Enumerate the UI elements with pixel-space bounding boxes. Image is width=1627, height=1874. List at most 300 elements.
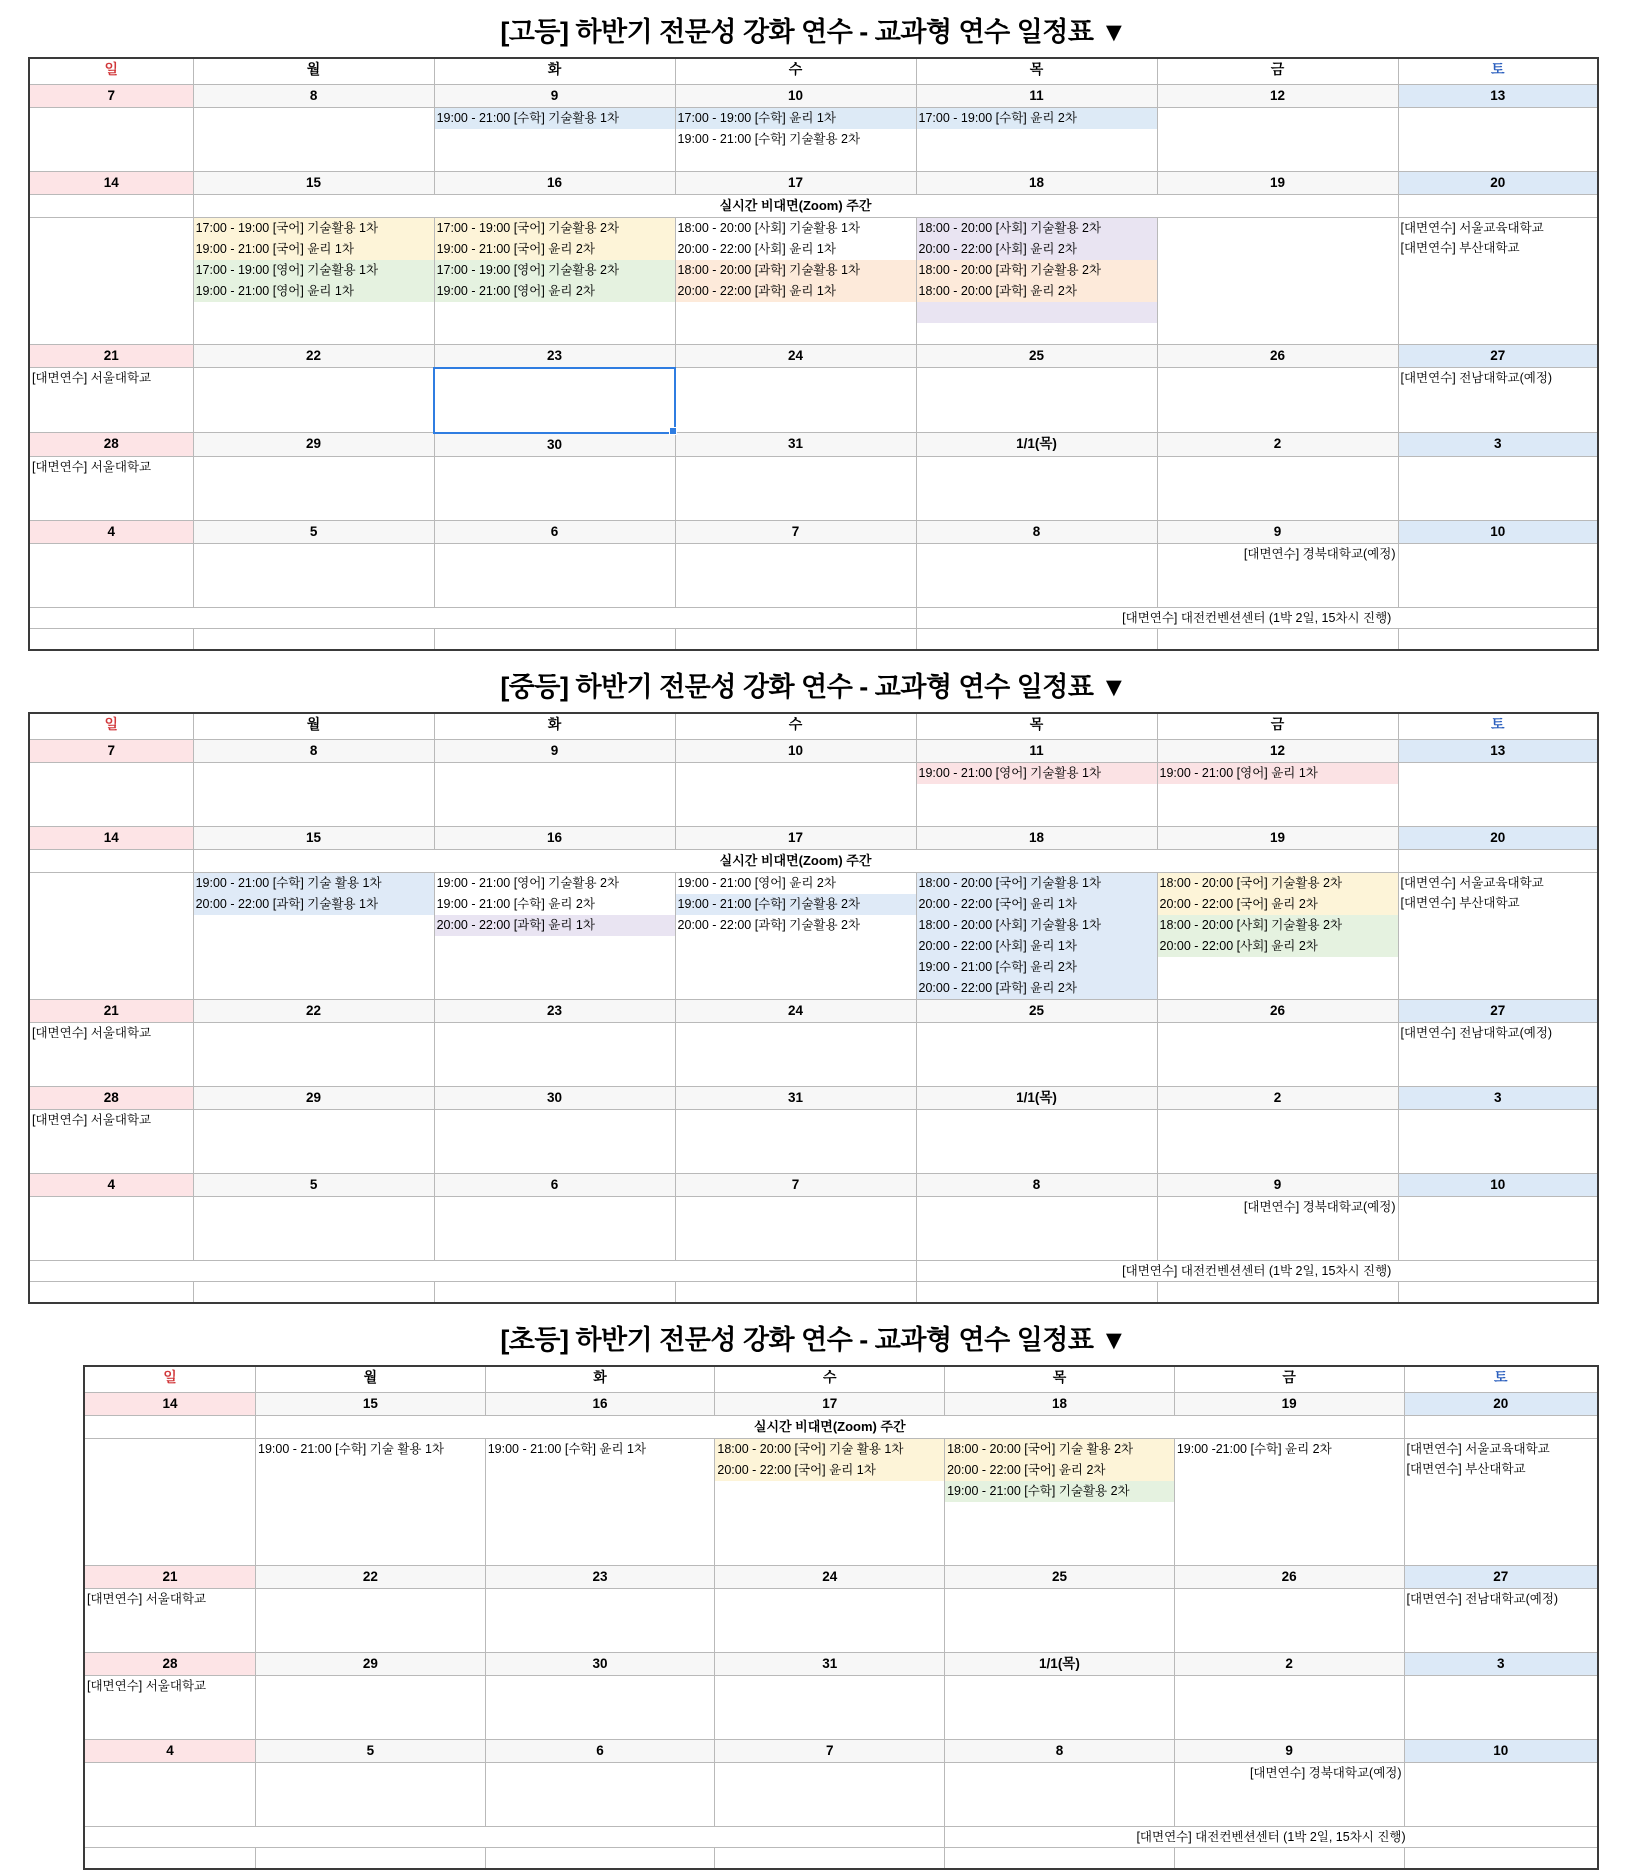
offline-training-note[interactable]: [대면연수] 경북대학교(예정) xyxy=(1243,546,1396,561)
day-content-cell xyxy=(1398,762,1598,826)
blank-slot xyxy=(917,389,1157,410)
event-item[interactable]: 20:00 - 22:00 [과학] 윤리 2차 xyxy=(917,978,1157,999)
padding-cell xyxy=(715,1847,945,1869)
day-content-cell xyxy=(1157,217,1398,344)
event-item[interactable]: 18:00 - 20:00 [사회] 기술활용 1차 xyxy=(677,220,861,235)
day-number-cell: 27 xyxy=(1404,1565,1598,1588)
padding-cell xyxy=(1398,1281,1598,1303)
blank-slot xyxy=(676,544,916,565)
blank-slot xyxy=(30,409,193,430)
offline-training-note[interactable]: [대면연수] 전남대학교(예정) xyxy=(1406,1591,1559,1606)
day-number-cell: 21 xyxy=(29,344,193,368)
offline-training-note[interactable]: [대면연수] 서울교육대학교 xyxy=(1400,220,1544,235)
blank-slot xyxy=(30,978,193,999)
blank-slot xyxy=(1158,805,1398,826)
day-content-cell xyxy=(434,107,675,171)
event-item[interactable]: 17:00 - 19:00 [영어] 기술활용 2차 xyxy=(435,260,675,281)
event-item[interactable]: 19:00 - 21:00 [영어] 윤리 2차 xyxy=(677,875,836,890)
week-header-row xyxy=(29,1086,1598,1109)
day-number-cell: 30 xyxy=(485,1652,715,1675)
offline-training-note-wide[interactable]: [대면연수] 대전컨벤션센터 (1박 2일, 15차시 진행) xyxy=(916,1260,1598,1281)
event-item[interactable]: 20:00 - 22:00 [국어] 윤리 2차 xyxy=(1158,894,1398,915)
blank-slot xyxy=(486,1589,715,1610)
blank-slot xyxy=(1158,281,1398,302)
blank-slot xyxy=(435,936,675,957)
day-content-cell xyxy=(434,1109,675,1173)
day-number-cell: 15 xyxy=(193,171,434,194)
blank-slot xyxy=(715,1544,944,1565)
event-item[interactable]: 18:00 - 20:00 [사회] 기술활용 2차 xyxy=(1158,915,1398,936)
day-content-cell xyxy=(29,368,193,433)
blank-slot xyxy=(435,1110,675,1131)
day-number-cell: 1/1(목) xyxy=(916,1086,1157,1109)
blank-slot xyxy=(435,499,675,520)
blank-slot xyxy=(676,805,916,826)
blank-slot xyxy=(1175,1481,1404,1502)
day-content-cell xyxy=(193,872,434,999)
day-number-cell: 22 xyxy=(193,999,434,1022)
blank-slot xyxy=(194,915,434,936)
week-header-row xyxy=(29,739,1598,762)
event-item[interactable]: 19:00 - 21:00 [수학] 윤리 2차 xyxy=(436,896,595,911)
blank-slot xyxy=(194,1023,434,1044)
day-content-cell xyxy=(715,1762,945,1826)
event-item[interactable]: 17:00 - 19:00 [국어] 기술활용 2차 xyxy=(435,218,675,239)
dow-header-5: 금 xyxy=(1157,58,1398,84)
day-number-cell: 9 xyxy=(1174,1739,1404,1762)
blank-slot xyxy=(1399,784,1598,805)
day-number-cell: 20 xyxy=(1404,1392,1598,1415)
blank-slot xyxy=(435,544,675,565)
event-item[interactable]: 17:00 - 19:00 [국어] 기술활용 1차 xyxy=(194,218,434,239)
day-content-cell xyxy=(916,217,1157,344)
day-content-cell xyxy=(29,1022,193,1086)
blank-slot xyxy=(1399,913,1598,934)
calendar-table-high xyxy=(28,57,1599,651)
day-content-cell xyxy=(945,1675,1175,1739)
blank-slot xyxy=(30,302,193,323)
day-number-cell: 10 xyxy=(1404,1739,1598,1762)
event-item[interactable]: 19:00 - 21:00 [영어] 윤리 1차 xyxy=(1158,763,1398,784)
blank-slot xyxy=(486,1481,715,1502)
padding-cell xyxy=(84,1847,256,1869)
blank-slot xyxy=(917,410,1157,431)
blank-slot xyxy=(194,368,433,389)
day-number-cell: 8 xyxy=(193,84,434,107)
day-number-cell: 7 xyxy=(29,84,193,107)
day-number-cell: 8 xyxy=(945,1739,1175,1762)
blank-slot xyxy=(30,108,193,129)
day-number-cell: 20 xyxy=(1398,826,1598,849)
dow-header-0: 일 xyxy=(29,58,193,84)
offline-training-note[interactable]: [대면연수] 서울대학교 xyxy=(32,459,152,474)
event-item[interactable]: 18:00 - 20:00 [국어] 기술 활용 1차 xyxy=(715,1439,944,1460)
event-item[interactable]: 19:00 - 21:00 [국어] 윤리 1차 xyxy=(194,239,434,260)
event-item[interactable]: 20:00 - 22:00 [사회] 윤리 2차 xyxy=(917,239,1157,260)
blank-slot xyxy=(1158,1044,1398,1065)
blank-slot xyxy=(435,565,675,586)
offline-training-note[interactable]: [대면연수] 부산대학교 xyxy=(1406,1461,1526,1476)
dow-header-1: 월 xyxy=(193,713,434,739)
day-number-cell: 2 xyxy=(1157,1086,1398,1109)
blank-slot xyxy=(1399,1218,1598,1239)
blank-slot xyxy=(1405,1609,1597,1630)
dow-header-0: 일 xyxy=(29,713,193,739)
day-content-cell xyxy=(434,543,675,607)
wide-note-row xyxy=(29,607,1598,628)
day-number-cell: 24 xyxy=(675,999,916,1022)
blank-slot xyxy=(486,1523,715,1544)
blank-slot xyxy=(30,1197,193,1218)
event-item[interactable]: 20:00 - 22:00 [사회] 윤리 1차 xyxy=(677,241,836,256)
blank-slot xyxy=(1158,410,1398,431)
blank-slot xyxy=(676,302,916,323)
blank-slot xyxy=(256,1784,485,1805)
blank-slot xyxy=(435,763,675,784)
offline-training-note[interactable]: [대면연수] 경북대학교(예정) xyxy=(1243,1199,1396,1214)
day-content-cell xyxy=(675,1109,916,1173)
day-content-cell xyxy=(193,107,434,171)
calendar-table-elementary xyxy=(83,1365,1599,1870)
blank-slot xyxy=(435,457,675,478)
day-number-cell: 23 xyxy=(485,1565,715,1588)
event-item[interactable]: 17:00 - 19:00 [수학] 윤리 2차 xyxy=(917,108,1157,129)
blank-slot xyxy=(1175,1502,1404,1523)
week-header-row xyxy=(84,1739,1598,1762)
offline-training-note[interactable]: [대면연수] 전남대학교(예정) xyxy=(1400,1025,1553,1040)
blank-slot xyxy=(676,784,916,805)
blank-slot xyxy=(715,1523,944,1544)
day-content-cell xyxy=(916,1109,1157,1173)
day-number-cell: 11 xyxy=(916,739,1157,762)
day-content-cell xyxy=(485,1762,715,1826)
event-item[interactable] xyxy=(917,302,1157,323)
blank-slot xyxy=(194,1044,434,1065)
blank-slot xyxy=(917,1131,1157,1152)
blank-slot xyxy=(1405,1542,1597,1563)
offline-training-note[interactable]: [대면연수] 서울대학교 xyxy=(32,1112,152,1127)
dow-header-6: 토 xyxy=(1404,1366,1598,1392)
event-item[interactable]: 20:00 - 22:00 [과학] 기술활용 2차 xyxy=(677,917,861,932)
event-item[interactable]: 19:00 - 21:00 [수학] 기술 활용 1차 xyxy=(194,873,434,894)
blank-slot xyxy=(194,478,434,499)
wide-note-row xyxy=(84,1826,1598,1847)
event-item[interactable]: 19:00 - 21:00 [수학] 기술활용 1차 xyxy=(435,108,675,129)
blank-slot xyxy=(1175,1460,1404,1481)
event-item[interactable]: 19:00 - 21:00 [수학] 윤리 1차 xyxy=(487,1441,647,1456)
event-item[interactable]: 18:00 - 20:00 [과학] 기술활용 1차 xyxy=(676,260,916,281)
day-number-cell: 25 xyxy=(945,1565,1175,1588)
dow-header-4: 목 xyxy=(916,713,1157,739)
day-number-cell: 6 xyxy=(434,1173,675,1196)
blank-slot xyxy=(30,477,193,498)
day-content-cell xyxy=(29,217,193,344)
day-number-cell: 17 xyxy=(715,1392,945,1415)
day-number-cell: 27 xyxy=(1398,344,1598,368)
day-of-week-row xyxy=(84,1366,1598,1392)
day-number-cell: 19 xyxy=(1174,1392,1404,1415)
day-content-cell xyxy=(675,1022,916,1086)
dow-header-2: 화 xyxy=(485,1366,715,1392)
offline-training-note[interactable]: [대면연수] 부산대학교 xyxy=(1400,240,1520,255)
blank-slot xyxy=(1158,108,1398,129)
event-item[interactable]: 18:00 - 20:00 [사회] 기술활용 2차 xyxy=(917,218,1157,239)
offline-training-note[interactable]: [대면연수] 서울대학교 xyxy=(32,371,152,385)
blank-slot xyxy=(30,544,193,565)
padding-cell xyxy=(1157,1281,1398,1303)
event-item[interactable]: 18:00 - 20:00 [사회] 기술활용 1차 xyxy=(917,915,1157,936)
day-number-cell: 7 xyxy=(675,1173,916,1196)
blank-slot xyxy=(945,1544,1174,1565)
wide-note-spacer xyxy=(29,1260,916,1281)
padding-cell xyxy=(434,628,675,650)
week-header-row xyxy=(29,999,1598,1022)
week-content-row xyxy=(29,1196,1598,1260)
padding-cell xyxy=(945,1847,1175,1869)
blank-slot xyxy=(1399,1239,1598,1260)
padding-cell xyxy=(256,1847,486,1869)
blank-slot xyxy=(194,586,434,607)
day-content-cell xyxy=(715,1675,945,1739)
blank-slot xyxy=(194,1065,434,1086)
event-item[interactable]: 17:00 - 19:00 [영어] 기술활용 1차 xyxy=(194,260,434,281)
blank-slot xyxy=(194,302,434,323)
blank-slot xyxy=(917,1152,1157,1173)
day-number-cell: 13 xyxy=(1398,84,1598,107)
padding-cell xyxy=(916,628,1157,650)
blank-slot xyxy=(256,1502,485,1523)
blank-slot xyxy=(85,1481,255,1502)
day-number-cell: 15 xyxy=(256,1392,486,1415)
event-item[interactable]: 19:00 - 21:00 [영어] 기술활용 1차 xyxy=(917,763,1157,784)
blank-slot xyxy=(917,1218,1157,1239)
week-content-row xyxy=(29,368,1598,433)
day-content-cell xyxy=(945,1438,1175,1565)
blank-slot xyxy=(435,323,675,344)
day-number-cell: 19 xyxy=(1157,171,1398,194)
padding-cell xyxy=(29,1281,193,1303)
day-number-cell: 12 xyxy=(1157,739,1398,762)
blank-slot xyxy=(1158,239,1398,260)
blank-slot xyxy=(1399,1152,1598,1173)
day-number-cell: 23 xyxy=(434,344,675,368)
event-item[interactable]: 19:00 - 21:00 [수학] 기술 활용 1차 xyxy=(258,1441,444,1456)
blank-slot xyxy=(1399,321,1598,342)
offline-training-note[interactable]: [대면연수] 서울대학교 xyxy=(32,1025,152,1040)
day-content-cell xyxy=(1398,1196,1598,1260)
week-header-row xyxy=(84,1565,1598,1588)
blank-slot xyxy=(917,457,1157,478)
blank-slot xyxy=(917,805,1157,826)
blank-slot xyxy=(917,1065,1157,1086)
blank-slot xyxy=(1175,1783,1404,1804)
event-item[interactable]: 20:00 - 22:00 [과학] 윤리 1차 xyxy=(435,915,675,936)
blank-slot xyxy=(715,1502,944,1523)
schedule-section-high xyxy=(0,0,1627,651)
blank-slot xyxy=(435,1131,675,1152)
blank-slot xyxy=(917,129,1157,150)
event-item[interactable]: 20:00 - 22:00 [과학] 기술활용 1차 xyxy=(194,894,434,915)
dow-header-3: 수 xyxy=(675,713,916,739)
event-item[interactable]: 19:00 - 21:00 [수학] 윤리 2차 xyxy=(917,957,1157,978)
blank-slot xyxy=(1405,1805,1597,1826)
week-content-row xyxy=(84,1588,1598,1652)
blank-slot xyxy=(1399,478,1598,499)
offline-training-note[interactable]: [대면연수] 경북대학교(예정) xyxy=(1249,1765,1402,1780)
blank-slot xyxy=(486,1544,715,1565)
blank-slot xyxy=(1175,1610,1404,1631)
day-content-cell xyxy=(916,1196,1157,1260)
blank-slot xyxy=(194,1131,434,1152)
blank-slot xyxy=(256,1631,485,1652)
week-header-row xyxy=(29,171,1598,194)
blank-slot xyxy=(945,1589,1174,1610)
event-item[interactable]: 19:00 -21:00 [수학] 윤리 2차 xyxy=(1176,1441,1332,1456)
blank-slot xyxy=(256,1544,485,1565)
event-item[interactable]: 20:00 - 22:00 [사회] 윤리 1차 xyxy=(917,936,1157,957)
day-number-cell: 6 xyxy=(485,1739,715,1762)
section-title-elementary: [초등] 하반기 전문성 강화 연수 - 교과형 연수 일정표 ▼ xyxy=(500,1325,1127,1355)
blank-slot xyxy=(30,1064,193,1085)
padding-row xyxy=(29,1281,1598,1303)
event-item[interactable]: 19:00 - 21:00 [수학] 기술활용 2차 xyxy=(677,131,861,146)
blank-slot xyxy=(715,1589,944,1610)
offline-training-note[interactable]: [대면연수] 부산대학교 xyxy=(1400,895,1520,910)
blank-slot xyxy=(917,544,1157,565)
event-item[interactable]: 20:00 - 22:00 [국어] 윤리 1차 xyxy=(917,894,1157,915)
day-content-cell xyxy=(1398,872,1598,999)
blank-slot xyxy=(435,1065,675,1086)
offline-training-note[interactable]: [대면연수] 전남대학교(예정) xyxy=(1400,371,1553,385)
day-number-cell: 22 xyxy=(193,344,434,368)
blank-slot xyxy=(1158,457,1398,478)
blank-slot xyxy=(715,1610,944,1631)
blank-slot xyxy=(85,1763,255,1784)
zoom-band-row xyxy=(29,194,1598,217)
week-content-row xyxy=(84,1762,1598,1826)
day-content-cell xyxy=(256,1675,486,1739)
blank-slot xyxy=(1399,586,1598,607)
blank-slot xyxy=(194,784,434,805)
blank-slot xyxy=(676,936,916,957)
day-number-cell: 7 xyxy=(29,739,193,762)
event-item[interactable]: 18:00 - 20:00 [국어] 기술활용 1차 xyxy=(917,873,1157,894)
padding-cell xyxy=(193,628,434,650)
day-number-cell: 18 xyxy=(916,171,1157,194)
day-number-cell: 14 xyxy=(84,1392,256,1415)
blank-slot xyxy=(1158,1217,1398,1238)
event-item[interactable]: 20:00 - 22:00 [국어] 윤리 2차 xyxy=(945,1460,1174,1481)
blank-slot xyxy=(1399,1197,1598,1218)
blank-slot xyxy=(1158,389,1398,410)
event-item[interactable]: 20:00 - 22:00 [국어] 윤리 1차 xyxy=(715,1460,944,1481)
day-content-cell xyxy=(434,1022,675,1086)
blank-slot xyxy=(676,457,916,478)
day-number-cell: 10 xyxy=(675,739,916,762)
event-item[interactable]: 19:00 - 21:00 [국어] 윤리 2차 xyxy=(435,239,675,260)
event-item[interactable]: 18:00 - 20:00 [과학] 윤리 2차 xyxy=(917,281,1157,302)
blank-slot xyxy=(85,1784,255,1805)
event-item[interactable]: 20:00 - 22:00 [사회] 윤리 2차 xyxy=(1158,936,1398,957)
blank-slot xyxy=(1399,279,1598,300)
padding-cell xyxy=(916,1281,1157,1303)
blank-slot xyxy=(486,1631,715,1652)
blank-slot xyxy=(917,499,1157,520)
blank-slot xyxy=(85,1523,255,1544)
offline-training-note[interactable]: [대면연수] 서울교육대학교 xyxy=(1406,1441,1550,1456)
offline-training-note-wide[interactable]: [대면연수] 대전컨벤션센터 (1박 2일, 15차시 진행) xyxy=(945,1826,1598,1847)
blank-slot xyxy=(676,410,915,431)
padding-cell xyxy=(1398,628,1598,650)
day-content-cell xyxy=(193,1022,434,1086)
event-item[interactable]: 20:00 - 22:00 [과학] 윤리 1차 xyxy=(676,281,916,302)
offline-training-note[interactable]: [대면연수] 서울교육대학교 xyxy=(1400,875,1544,890)
dow-header-3: 수 xyxy=(675,58,916,84)
blank-slot xyxy=(917,150,1157,171)
blank-slot xyxy=(256,1481,485,1502)
event-item[interactable]: 17:00 - 19:00 [수학] 윤리 1차 xyxy=(676,108,916,129)
week-header-row xyxy=(29,84,1598,107)
blank-slot xyxy=(676,499,916,520)
blank-slot xyxy=(194,1110,434,1131)
blank-slot xyxy=(435,978,675,999)
blank-slot xyxy=(945,1676,1174,1697)
event-item[interactable]: 19:00 - 21:00 [수학] 기술활용 2차 xyxy=(676,894,916,915)
offline-training-note[interactable]: [대면연수] 서울대학교 xyxy=(87,1678,207,1693)
blank-slot xyxy=(1399,499,1598,520)
blank-slot xyxy=(1158,129,1398,150)
blank-slot xyxy=(1158,1238,1398,1259)
week-content-row xyxy=(29,107,1598,171)
blank-slot xyxy=(194,1152,434,1173)
blank-slot xyxy=(715,1805,944,1826)
blank-slot xyxy=(194,499,434,520)
blank-slot xyxy=(1405,1763,1597,1784)
event-item[interactable]: 18:00 - 20:00 [과학] 기술활용 2차 xyxy=(917,260,1157,281)
blank-slot xyxy=(917,586,1157,607)
day-number-cell: 24 xyxy=(715,1565,945,1588)
day-content-cell xyxy=(1157,762,1398,826)
event-item[interactable]: 19:00 - 21:00 [영어] 기술활용 2차 xyxy=(436,875,620,890)
blank-slot xyxy=(30,957,193,978)
blank-slot xyxy=(194,323,434,344)
day-number-cell: 22 xyxy=(256,1565,486,1588)
day-content-cell xyxy=(1404,1588,1598,1652)
offline-training-note-wide[interactable]: [대면연수] 대전컨벤션센터 (1박 2일, 15차시 진행) xyxy=(916,607,1598,628)
day-content-cell xyxy=(434,368,675,433)
event-item[interactable]: 19:00 - 21:00 [수학] 기술활용 2차 xyxy=(945,1481,1174,1502)
week-header-row xyxy=(29,826,1598,849)
blank-slot xyxy=(256,1589,485,1610)
event-item[interactable]: 19:00 - 21:00 [영어] 윤리 1차 xyxy=(194,281,434,302)
event-item[interactable]: 18:00 - 20:00 [국어] 기술활용 2차 xyxy=(1158,873,1398,894)
zoom-band-spacer xyxy=(84,1415,256,1438)
event-item[interactable]: 18:00 - 20:00 [국어] 기술 활용 2차 xyxy=(945,1439,1174,1460)
blank-slot xyxy=(917,323,1157,344)
day-number-cell: 19 xyxy=(1157,826,1398,849)
event-item[interactable]: 19:00 - 21:00 [영어] 윤리 2차 xyxy=(435,281,675,302)
week-header-row xyxy=(29,344,1598,368)
blank-slot xyxy=(1399,129,1598,150)
offline-training-note[interactable]: [대면연수] 서울대학교 xyxy=(87,1591,207,1606)
blank-slot xyxy=(486,1784,715,1805)
calendar-table-middle xyxy=(28,712,1599,1304)
blank-slot xyxy=(1158,564,1398,585)
blank-slot xyxy=(435,957,675,978)
blank-slot xyxy=(435,805,675,826)
day-number-cell: 16 xyxy=(434,171,675,194)
day-content-cell xyxy=(675,107,916,171)
